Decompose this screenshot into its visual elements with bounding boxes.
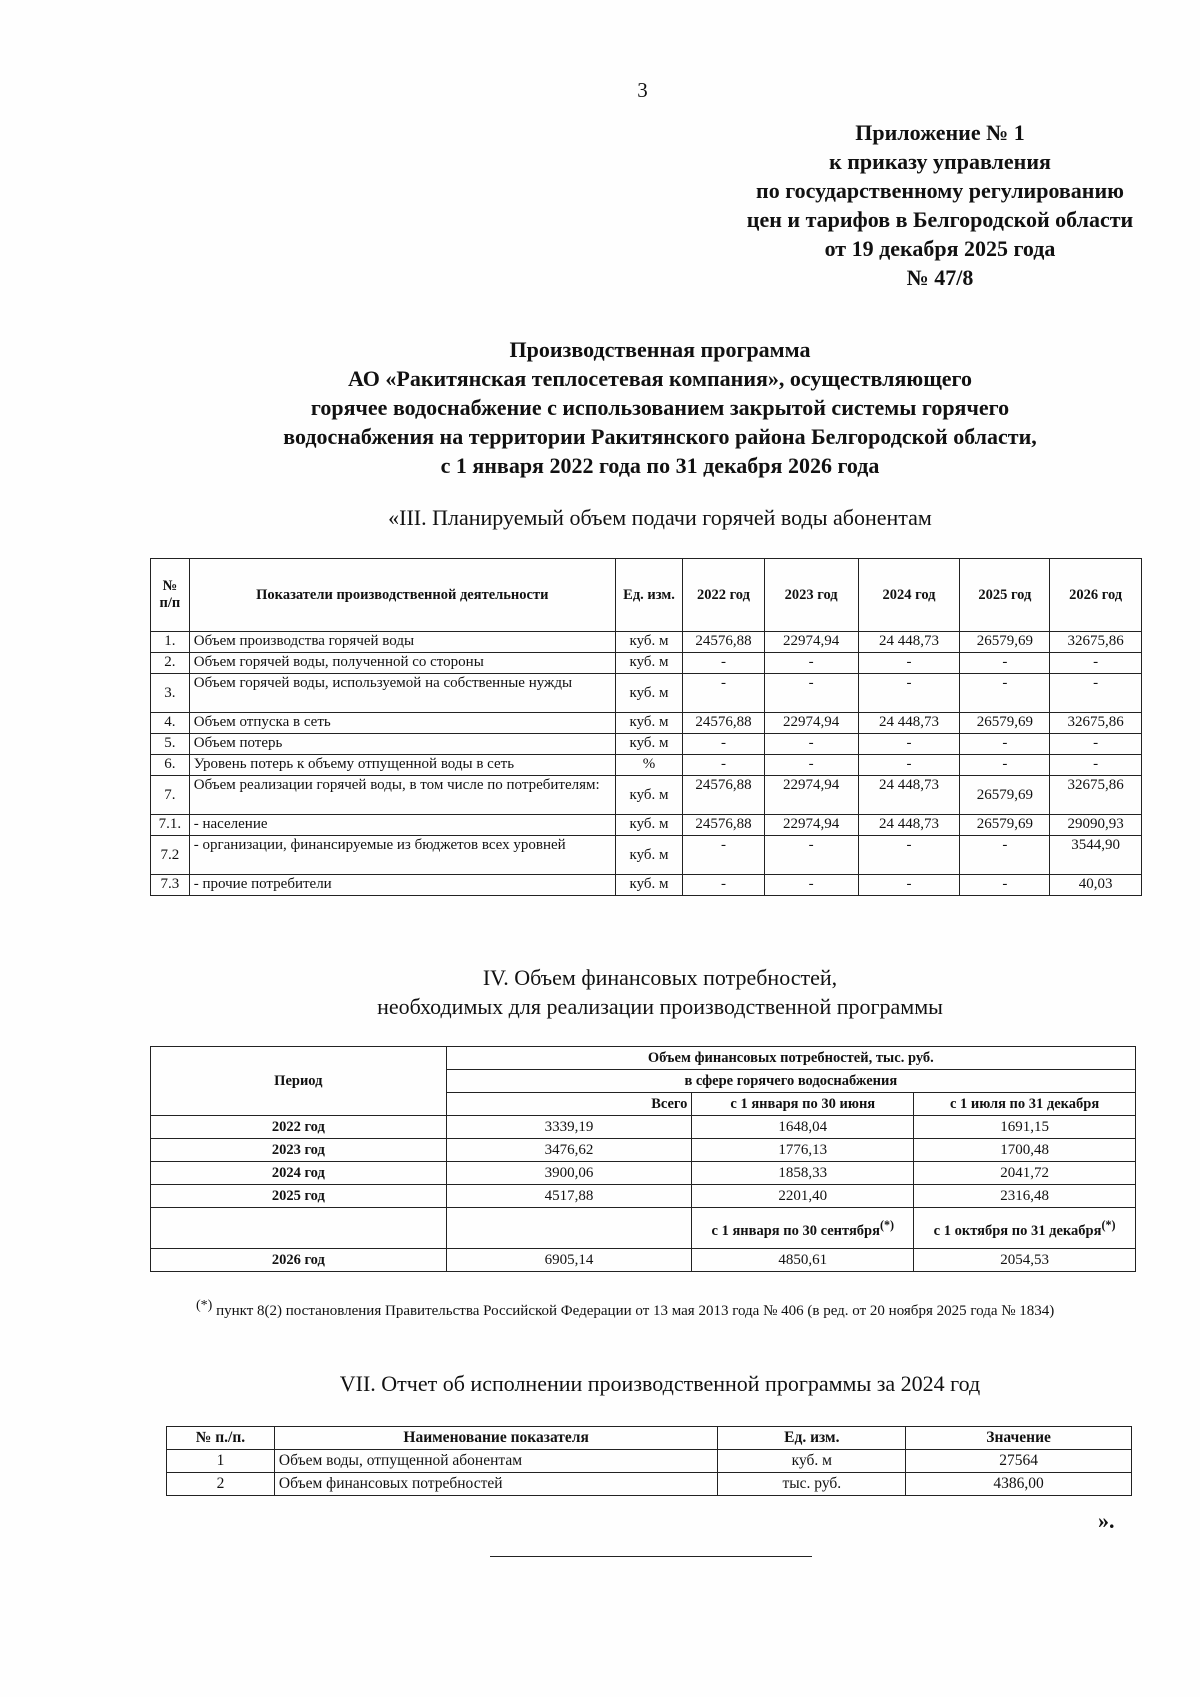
col-header-unit: Ед. изм. xyxy=(615,559,682,632)
table-row xyxy=(151,776,1142,815)
row-value: 4386,00 xyxy=(906,1473,1132,1496)
row-unit: куб. м xyxy=(615,776,682,815)
section4-heading-line: IV. Объем финансовых потребностей, xyxy=(482,965,838,990)
row-unit: куб. м xyxy=(615,815,682,836)
cell-2023: - xyxy=(764,755,858,776)
section3-heading xyxy=(200,503,1120,532)
cell-2023: - xyxy=(764,674,858,713)
cell-2022: - xyxy=(683,674,765,713)
footnote xyxy=(178,1295,1136,1322)
cell-2024: 24 448,73 xyxy=(858,632,960,653)
col-header-num: № п/п xyxy=(151,559,190,632)
cell-h2: 2054,53 xyxy=(914,1249,1136,1272)
page-number: 3 xyxy=(637,78,648,102)
title-line: Производственная программа xyxy=(509,337,811,362)
cell-2022: - xyxy=(683,734,765,755)
row-name: Объем отпуска в сеть xyxy=(189,713,615,734)
cell-h1: 1776,13 xyxy=(692,1139,914,1162)
subheader-h1-text: с 1 января по 30 сентября xyxy=(711,1222,880,1239)
appendix-line: цен и тарифов в Белгородской области xyxy=(746,207,1134,232)
table-row xyxy=(151,632,1142,653)
cell-2024: 24 448,73 xyxy=(858,713,960,734)
col-header-2022: 2022 год xyxy=(683,559,765,632)
section7-heading-text: VII. Отчет об исполнении производственной программы за 2024 год xyxy=(339,1371,981,1396)
end-divider xyxy=(490,1556,812,1557)
row-name: Объем горячей воды, полученной со стороны xyxy=(189,653,615,674)
cell-2023: - xyxy=(764,836,858,875)
cell-2025: 26579,69 xyxy=(960,713,1050,734)
title-line: с 1 января 2022 года по 31 декабря 2026 года xyxy=(440,453,880,478)
cell-2026: 3544,90 xyxy=(1050,836,1142,875)
table-row xyxy=(151,1249,1136,1272)
cell-2023: - xyxy=(764,734,858,755)
cell-h1: 1858,33 xyxy=(692,1162,914,1185)
row-num: 1. xyxy=(151,632,190,653)
cell-2025: 26579,69 xyxy=(960,815,1050,836)
col-header-indicator: Показатели производственной деятельности xyxy=(189,559,615,632)
cell-2024: - xyxy=(858,836,960,875)
cell-2026: 29090,93 xyxy=(1050,815,1142,836)
row-num: 7.1. xyxy=(151,815,190,836)
row-unit: куб. м xyxy=(718,1450,906,1473)
table-row xyxy=(151,713,1142,734)
row-unit: куб. м xyxy=(615,632,682,653)
row-name: Объем финансовых потребностей xyxy=(274,1473,718,1496)
row-num: 2 xyxy=(167,1473,275,1496)
footnote-mark: (*) xyxy=(879,1218,895,1233)
row-num: 7.2 xyxy=(151,836,190,875)
cell-2023: 22974,94 xyxy=(764,632,858,653)
col-header-group: Объем финансовых потребностей, тыс. руб. xyxy=(446,1047,1135,1070)
row-num: 1 xyxy=(167,1450,275,1473)
footnote-text: пункт 8(2) постановления Правительства Российской Федерации от 13 мая 2013 года № 406 (в ред. от 20 ноября 2025 года № 1834) xyxy=(216,1303,1055,1319)
col-header-unit: Ед. изм. xyxy=(718,1427,906,1450)
cell-h1: 4850,61 xyxy=(692,1249,914,1272)
cell-2026: - xyxy=(1050,653,1142,674)
cell-total: 3476,62 xyxy=(446,1139,692,1162)
row-name: Уровень потерь к объему отпущенной воды в сеть xyxy=(189,755,615,776)
table-row xyxy=(151,1162,1136,1185)
row-unit: куб. м xyxy=(615,713,682,734)
row-unit: куб. м xyxy=(615,653,682,674)
cell-2023: 22974,94 xyxy=(764,815,858,836)
appendix-header xyxy=(660,118,1200,292)
row-name: - прочие потребители xyxy=(189,875,615,896)
cell-2026: - xyxy=(1050,734,1142,755)
cell-total: 3900,06 xyxy=(446,1162,692,1185)
cell-2025: 26579,69 xyxy=(960,776,1050,815)
subheader-h2-text: с 1 октября по 31 декабря xyxy=(933,1222,1102,1239)
cell-2026: 32675,86 xyxy=(1050,713,1142,734)
row-period: 2025 год xyxy=(151,1185,447,1208)
program-title xyxy=(240,335,1080,480)
appendix-line: к приказу управления xyxy=(829,149,1051,174)
cell-2024: - xyxy=(858,734,960,755)
cell-2022: - xyxy=(683,755,765,776)
table-row xyxy=(151,653,1142,674)
cell-2025: - xyxy=(960,836,1050,875)
section4-heading-line: необходимых для реализации производственной программы xyxy=(377,994,943,1019)
row-unit: тыс. руб. xyxy=(718,1473,906,1496)
cell-2026: - xyxy=(1050,755,1142,776)
table-row xyxy=(151,734,1142,755)
row-name: Объем реализации горячей воды, в том числе по потребителям: xyxy=(189,776,615,815)
row-unit: куб. м xyxy=(615,734,682,755)
row-unit: % xyxy=(615,755,682,776)
col-header-2026: 2026 год xyxy=(1050,559,1142,632)
cell-h2: 2041,72 xyxy=(914,1162,1136,1185)
table-row xyxy=(151,815,1142,836)
appendix-line: от 19 декабря 2025 года xyxy=(824,236,1056,261)
table-row xyxy=(167,1473,1132,1496)
row-period: 2026 год xyxy=(151,1249,447,1272)
table-row xyxy=(151,674,1142,713)
appendix-line: Приложение № 1 xyxy=(855,120,1025,145)
col-header-name: Наименование показателя xyxy=(274,1427,718,1450)
cell-2022: 24576,88 xyxy=(683,713,765,734)
cell-2024: - xyxy=(858,755,960,776)
cell-h2: 1700,48 xyxy=(914,1139,1136,1162)
row-name: Объем горячей воды, используемой на собственные нужды xyxy=(189,674,615,713)
row-num: 3. xyxy=(151,674,190,713)
row-period: 2022 год xyxy=(151,1116,447,1139)
row-unit: куб. м xyxy=(615,674,682,713)
cell-2023: 22974,94 xyxy=(764,776,858,815)
row-unit: куб. м xyxy=(615,875,682,896)
col-header-2024: 2024 год xyxy=(858,559,960,632)
cell-2022: 24576,88 xyxy=(683,632,765,653)
row-value: 27564 xyxy=(906,1450,1132,1473)
row-num: 7. xyxy=(151,776,190,815)
row-name: Объем воды, отпущенной абонентам xyxy=(274,1450,718,1473)
table-row xyxy=(151,755,1142,776)
table-row xyxy=(151,1185,1136,1208)
cell-2024: 24 448,73 xyxy=(858,776,960,815)
col-header-2025: 2025 год xyxy=(960,559,1050,632)
cell-2023: 22974,94 xyxy=(764,713,858,734)
cell-2022: - xyxy=(683,653,765,674)
cell-2025: - xyxy=(960,734,1050,755)
col-header-total: Всего xyxy=(446,1093,692,1116)
cell-2024: - xyxy=(858,674,960,713)
subheader-h1-2026 xyxy=(692,1208,914,1249)
table-row xyxy=(151,875,1142,896)
cell-total: 4517,88 xyxy=(446,1185,692,1208)
footnote-mark: (*) xyxy=(1101,1218,1116,1233)
col-header-num: № п./п. xyxy=(167,1427,275,1450)
cell-total: 3339,19 xyxy=(446,1116,692,1139)
title-line: водоснабжения на территории Ракитянского района Белгородской области, xyxy=(283,424,1037,449)
cell-2024: 24 448,73 xyxy=(858,815,960,836)
col-header-subgroup: в сфере горячего водоснабжения xyxy=(446,1070,1135,1093)
cell-2022: 24576,88 xyxy=(683,776,765,815)
col-header-value: Значение xyxy=(906,1427,1132,1450)
row-period: 2023 год xyxy=(151,1139,447,1162)
cell-h2: 1691,15 xyxy=(914,1116,1136,1139)
row-num: 5. xyxy=(151,734,190,755)
row-name: - организации, финансируемые из бюджетов всех уровней xyxy=(189,836,615,875)
closing-quote: ». xyxy=(1098,1508,1115,1533)
cell-2023: - xyxy=(764,875,858,896)
cell-2022: - xyxy=(683,836,765,875)
row-num: 7.3 xyxy=(151,875,190,896)
row-num: 4. xyxy=(151,713,190,734)
table-row xyxy=(151,1116,1136,1139)
cell-2025: 26579,69 xyxy=(960,632,1050,653)
cell-h2: 2316,48 xyxy=(914,1185,1136,1208)
cell-2026: 40,03 xyxy=(1050,875,1142,896)
row-name: Объем производства горячей воды xyxy=(189,632,615,653)
cell-2024: - xyxy=(858,875,960,896)
cell-2025: - xyxy=(960,755,1050,776)
row-name: - население xyxy=(189,815,615,836)
cell-2026: 32675,86 xyxy=(1050,632,1142,653)
empty-cell xyxy=(446,1208,692,1249)
table-row xyxy=(167,1450,1132,1473)
footnote-mark: (*) xyxy=(196,1298,213,1313)
cell-2023: - xyxy=(764,653,858,674)
table-row xyxy=(151,1139,1136,1162)
cell-2022: - xyxy=(683,875,765,896)
title-line: горячее водоснабжение с использованием закрытой системы горячего xyxy=(310,395,1010,420)
cell-h1: 1648,04 xyxy=(692,1116,914,1139)
execution-report-table xyxy=(166,1426,1132,1496)
row-num: 6. xyxy=(151,755,190,776)
table-row xyxy=(151,1208,1136,1249)
appendix-line: по государственному регулированию xyxy=(756,178,1124,203)
row-period: 2024 год xyxy=(151,1162,447,1185)
cell-2025: - xyxy=(960,653,1050,674)
cell-2026: - xyxy=(1050,674,1142,713)
hot-water-volume-table xyxy=(150,558,1142,896)
section7-heading xyxy=(200,1369,1120,1398)
row-num: 2. xyxy=(151,653,190,674)
col-header-h1: с 1 января по 30 июня xyxy=(692,1093,914,1116)
cell-h1: 2201,40 xyxy=(692,1185,914,1208)
section4-heading xyxy=(200,963,1120,1021)
col-header-period: Период xyxy=(151,1047,447,1116)
row-name: Объем потерь xyxy=(189,734,615,755)
col-header-h2: с 1 июля по 31 декабря xyxy=(914,1093,1136,1116)
cell-2026: 32675,86 xyxy=(1050,776,1142,815)
cell-2022: 24576,88 xyxy=(683,815,765,836)
financial-needs-table xyxy=(150,1046,1136,1272)
col-header-2023: 2023 год xyxy=(764,559,858,632)
row-unit: куб. м xyxy=(615,836,682,875)
cell-2025: - xyxy=(960,674,1050,713)
subheader-h2-2026 xyxy=(914,1208,1136,1249)
section3-heading-text: «III. Планируемый объем подачи горячей воды абонентам xyxy=(388,505,932,530)
empty-cell xyxy=(151,1208,447,1249)
cell-2024: - xyxy=(858,653,960,674)
title-line: АО «Ракитянская теплосетевая компания», осуществляющего xyxy=(347,366,972,391)
cell-2025: - xyxy=(960,875,1050,896)
appendix-line: № 47/8 xyxy=(906,265,974,290)
table-row xyxy=(151,836,1142,875)
cell-total: 6905,14 xyxy=(446,1249,692,1272)
